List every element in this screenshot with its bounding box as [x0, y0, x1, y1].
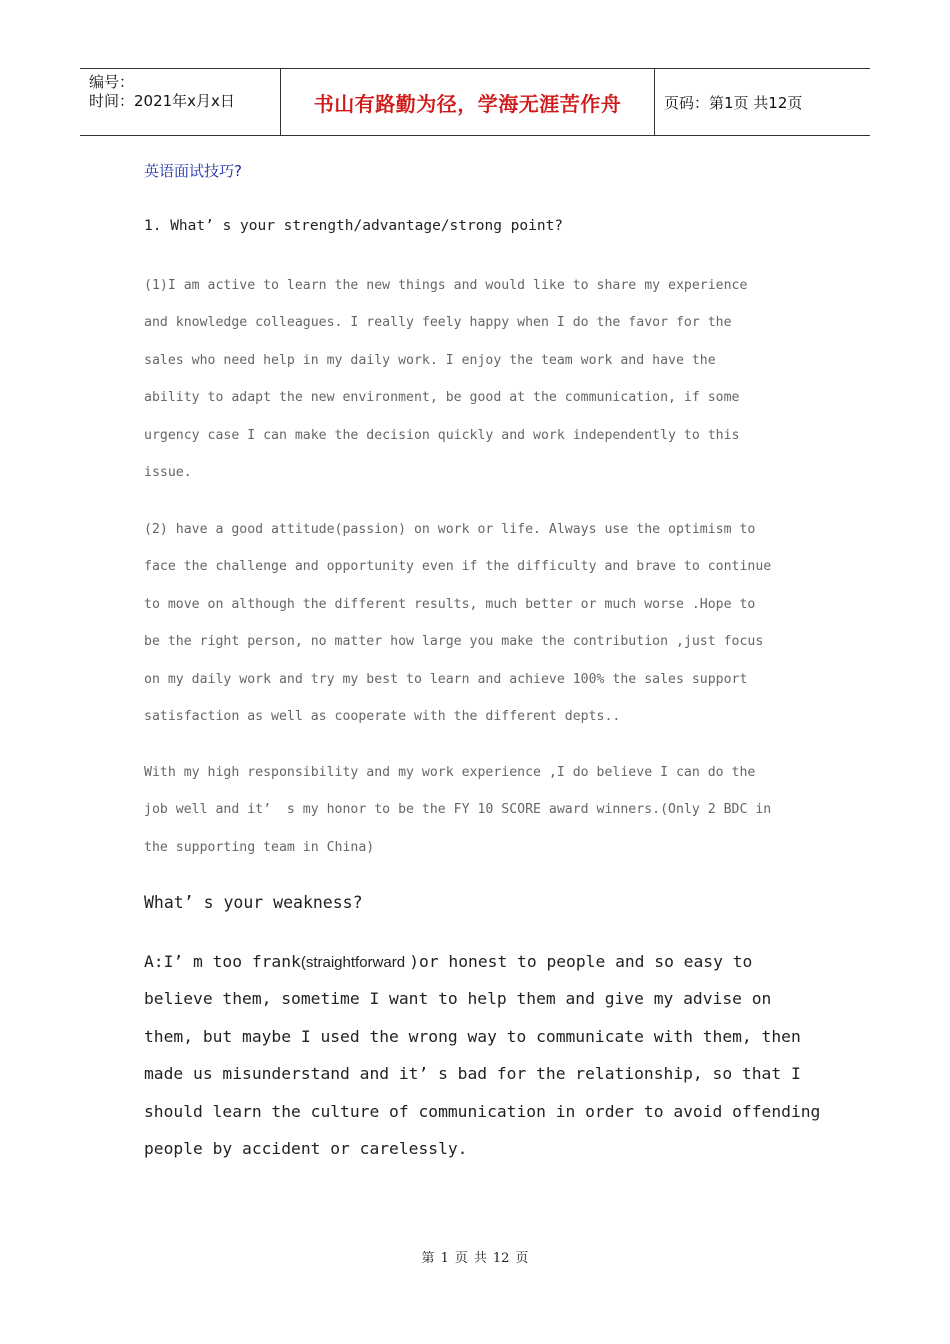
paragraph-line: and knowledge colleagues. I really feely happy when I do the favor for the — [144, 315, 732, 331]
paragraph-line: them, but maybe I used the wrong way to communicate with them, then — [144, 1026, 801, 1046]
paragraph-line: sales who need help in my daily work. I enjoy the team work and have the — [144, 352, 716, 368]
paragraph-line: job well and it’ s my honor to be the FY 10 SCORE award winners.(Only 2 BDC in — [144, 802, 772, 818]
answer-first-line-start: A:I’ m too frank — [144, 952, 301, 971]
paragraph-line: issue. — [144, 464, 192, 480]
header-page-cell — [655, 69, 870, 135]
footer-di: 第 — [421, 1251, 435, 1266]
footer-ye-end: 页 — [515, 1251, 529, 1266]
answer-first-line-aside: (straightforward — [300, 954, 410, 971]
paragraph-line: should learn the culture of communication in order to avoid offending — [144, 1101, 821, 1121]
footer-gong: 共 — [473, 1251, 487, 1266]
paragraph-line: be the right person, no matter how large you make the contribution ,just focus — [144, 634, 764, 650]
page-footer — [0, 1247, 950, 1266]
question-weakness: What’ s your weakness? — [144, 893, 363, 912]
answer-strength-paragraph-3 — [144, 762, 824, 874]
paragraph-line: satisfaction as well as cooperate with the different depts.. — [144, 708, 621, 724]
paragraph-line: people by accident or carelessly. — [144, 1138, 468, 1158]
header-meta-cell — [80, 69, 281, 135]
paragraph-line: (1)I am active to learn the new things and would like to share my experience — [144, 278, 748, 293]
document-title: 英语面试技巧? — [144, 162, 242, 180]
question-strength: 1. What’ s your strength/advantage/strong point? — [144, 218, 564, 234]
answer-weakness — [144, 951, 824, 1175]
header-motto-cell — [281, 69, 655, 135]
paragraph-line: urgency case I can make the decision quickly and work independently to this — [144, 427, 740, 443]
paragraph-line: made us misunderstand and it’ s bad for the relationship, so that I — [144, 1064, 801, 1084]
answer-strength-paragraph-2 — [144, 519, 824, 743]
document-date-label: 时间：2021年x月x日 — [89, 92, 235, 110]
document-number-label: 编号： — [89, 73, 135, 91]
paragraph-line: face the challenge and opportunity even if the difficulty and brave to continue — [144, 559, 772, 575]
answer-first-line-end: )or honest to people and so easy to — [409, 952, 753, 971]
header-page-info: 页码：第1页 共12页 — [664, 93, 803, 112]
paragraph-line: believe them, sometime I want to help them and give my advise on — [144, 989, 772, 1009]
document-header — [80, 68, 870, 136]
paragraph-line: (2) have a good attitude(passion) on work or life. Always use the optimism to — [144, 522, 756, 537]
footer-ye: 页 — [454, 1251, 468, 1266]
answer-strength-paragraph-1 — [144, 275, 824, 499]
paragraph-line: to move on although the different results, much better or much worse .Hope to — [144, 596, 756, 612]
answer-first-line — [144, 951, 824, 988]
footer-total-pages: 12 — [492, 1251, 510, 1266]
footer-page-number: 1 — [440, 1251, 449, 1266]
paragraph-line: ability to adapt the new environment, be good at the communication, if some — [144, 390, 740, 406]
paragraph-line: With my high responsibility and my work experience ,I do believe I can do the — [144, 765, 756, 780]
paragraph-line: the supporting team in China) — [144, 839, 375, 855]
header-motto: 书山有路勤为径，学海无涯苦作舟 — [313, 91, 622, 116]
paragraph-line: on my daily work and try my best to learn and achieve 100% the sales support — [144, 671, 748, 687]
